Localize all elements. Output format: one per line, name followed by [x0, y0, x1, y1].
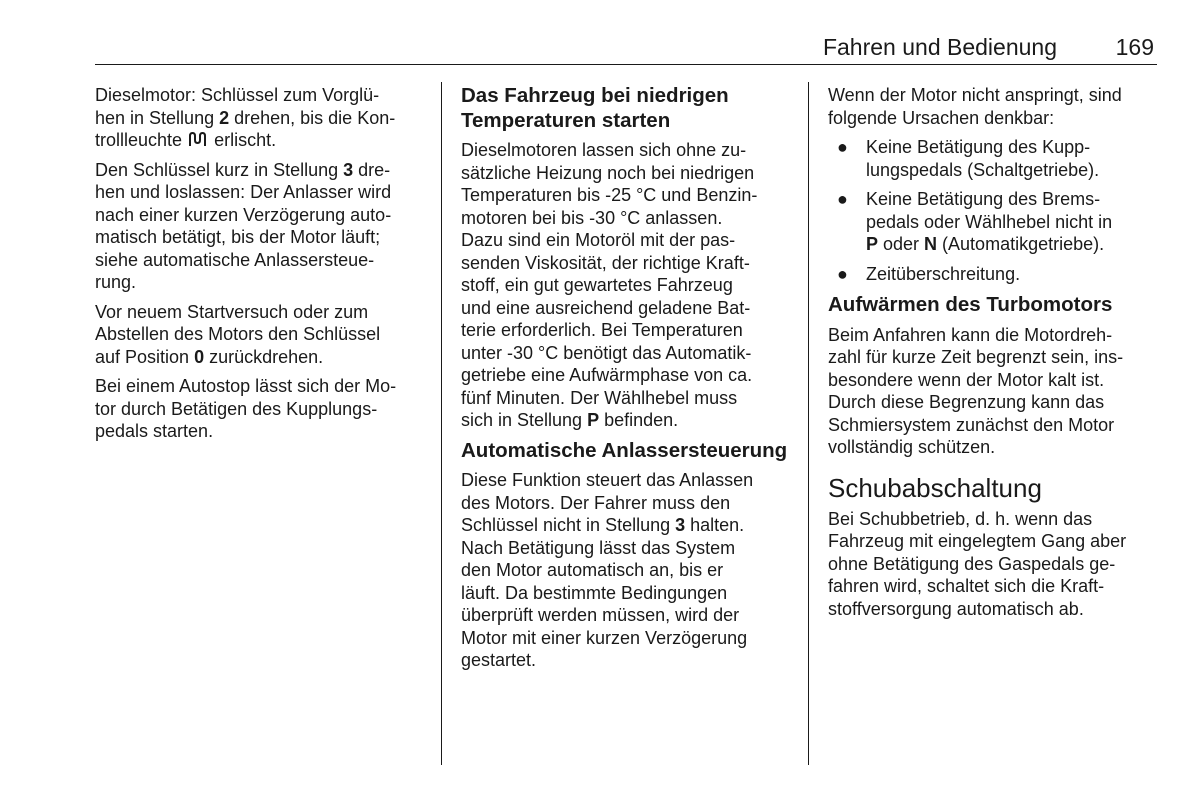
column-right	[828, 84, 1163, 627]
column-divider	[441, 82, 442, 765]
column-middle	[461, 84, 796, 679]
paragraph-auto-start-control: Diese Funktion steuert das Anlassen des Motors. Der Fahrer muss den Schlüssel nicht in Stellung 3 halten. Nach Betätigung lässt das System den Motor automatisch an, bis er läuft. Da bestimmte Bedingungen überprüft werden müssen, wird der Motor mit einer kurzen Verzögerung gestartet.	[461, 470, 754, 670]
heading-auto-start-control: Automatische Anlassersteuerung	[461, 438, 788, 462]
paragraph-low-temperature: Dieselmotoren lassen sich ohne zu- sätzliche Heizung noch bei niedrigen Temperaturen bis -25 °C und Benzin- motoren bei bis -30 °C anlassen. Dazu sind ein Motoröl mit der pas- senden Viskosität, der richtige Kraft- stoff, ein gut gewartetes Fahrzeug und eine ausreichend geladene Bat- terie erforderlich. Bei Temperaturen unter -30 °C benötigt das Automatik- getriebe eine Aufwärmphase von ca. fünf Minuten. Der Wählhebel muss sich in Stellung P befinden.	[461, 140, 758, 430]
bullet-icon: ●	[837, 137, 848, 157]
paragraph-fuel-cutoff: Bei Schubbetrieb, d. h. wenn das Fahrzeug mit eingelegtem Gang aber ohne Betätigung des Gaspedals ge- fahren wird, schaltet sich die Kraft- stoffversorgung automatisch ab.	[828, 508, 1127, 619]
bullet-icon: ●	[837, 263, 848, 284]
list-item: ● Zeitüberschreitung.	[837, 263, 1021, 284]
paragraph-causes: Wenn der Motor nicht anspringt, sind folgende Ursachen denkbar:	[828, 85, 1122, 128]
heading-turbo-warmup: Aufwärmen des Turbomotors	[828, 293, 1113, 316]
paragraph-turbo-warmup: Beim Anfahren kann die Motordreh- zahl für kurze Zeit begrenzt sein, ins- besondere wenn der Motor kalt ist. Durch diese Begrenzung kann das Schmiersystem zunächst den Motor vollständig schützen.	[828, 324, 1124, 457]
page-header	[95, 30, 1157, 65]
page-number: 169	[1115, 34, 1154, 60]
paragraph-start-key: Den Schlüssel kurz in Stellung 3 dre- hen und loslassen: Der Anlasser wird nach einer kurzen Verzögerung auto- matisch betätigt, bis der Motor läuft; siehe automatische Anlassersteue- rung.	[95, 159, 392, 292]
column-left	[95, 84, 430, 450]
heading-fuel-cutoff: Schubabschaltung	[828, 472, 1042, 503]
bullet-icon: ●	[837, 189, 848, 209]
glow-plug-indicator-icon	[187, 130, 209, 148]
paragraph-autostop: Bei einem Autostop lässt sich der Mo- tor durch Betätigen des Kupplungs- pedals starten.	[95, 376, 397, 441]
list-item: ● Keine Betätigung des Brems- pedals oder Wählhebel nicht in P oder N (Automatikgetriebe).	[837, 189, 1113, 254]
heading-low-temperature: Das Fahrzeug bei niedrigen Temperaturen starten	[461, 84, 729, 132]
paragraph-restart: Vor neuem Startversuch oder zum Abstellen des Motors den Schlüssel auf Position 0 zurückdrehen.	[95, 301, 381, 367]
column-divider	[808, 82, 809, 765]
causes-list	[828, 136, 1163, 285]
list-item: ● Keine Betätigung des Kupp- lungspedals (Schaltgetriebe).	[837, 137, 1100, 180]
paragraph-preheat: Dieselmotor: Schlüssel zum Vorglü- hen in Stellung 2 drehen, bis die Kon- trollleuchte erlischt.	[95, 85, 396, 150]
section-title: Fahren und Bedienung	[822, 34, 1057, 60]
